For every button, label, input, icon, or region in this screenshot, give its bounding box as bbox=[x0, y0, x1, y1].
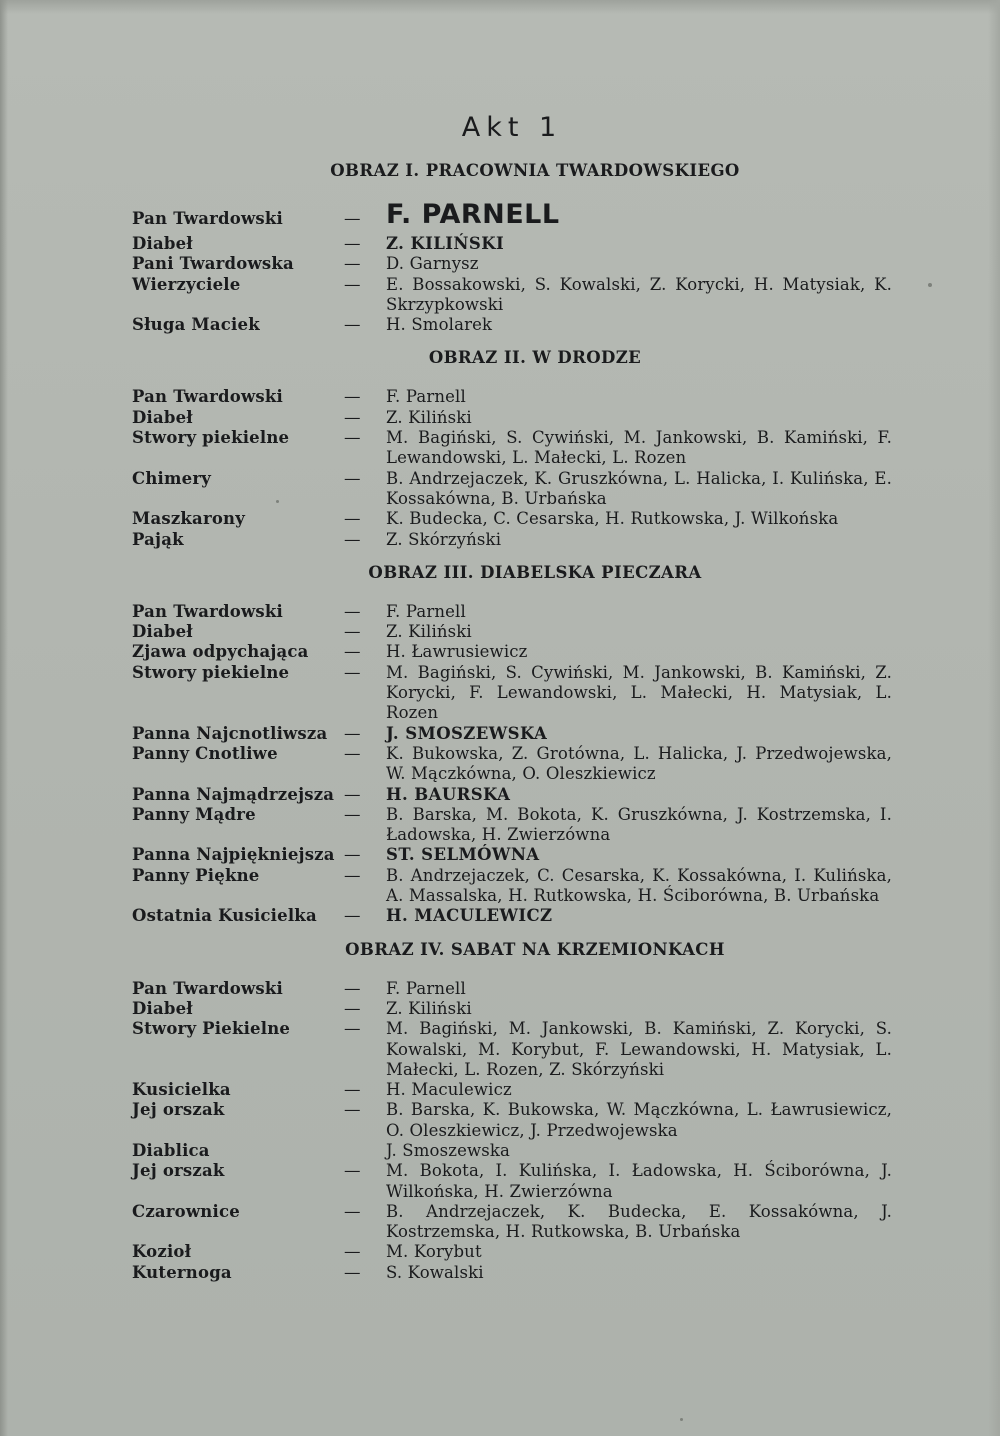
role-dash: — bbox=[344, 1242, 361, 1262]
scene-heading: OBRAZ I. PRACOWNIA TWARDOWSKIEGO bbox=[330, 161, 740, 180]
cast-names: H. Maculewicz bbox=[386, 1080, 512, 1100]
cast-names: H. MACULEWICZ bbox=[386, 906, 553, 926]
role-dash: — bbox=[344, 601, 361, 621]
role-name: Wierzyciele bbox=[132, 274, 241, 294]
cast-names: F. Parnell bbox=[386, 601, 466, 621]
role-dash: — bbox=[344, 978, 361, 998]
role-name: Ostatnia Kusicielka bbox=[132, 906, 317, 926]
role-name: Stwory piekielne bbox=[132, 662, 290, 682]
cast-row bbox=[132, 785, 892, 805]
role-name: Panna Najmądrzejsza bbox=[132, 784, 335, 804]
role-name: Panna Najpiękniejsza bbox=[132, 845, 335, 865]
cast-names: J. SMOSZEWSKA bbox=[386, 723, 548, 743]
role-name: Pan Twardowski bbox=[132, 209, 283, 228]
role-name: Panny Cnotliwe bbox=[132, 743, 278, 763]
role-dash: — bbox=[344, 1019, 361, 1039]
cast-names: M. Bagiński, S. Cywiński, M. Jankowski, B. Kamiński, F. Lewandowski, L. Małecki, L. Rozen bbox=[386, 428, 892, 468]
cast-row bbox=[132, 275, 892, 316]
role-name: Diabeł bbox=[132, 407, 193, 427]
cast-row bbox=[132, 663, 892, 724]
paper-speck bbox=[928, 283, 932, 287]
role-name: Zjawa odpychająca bbox=[132, 642, 309, 662]
cast-row bbox=[132, 234, 892, 254]
cast-row bbox=[132, 866, 892, 907]
role-name: Maszkarony bbox=[132, 509, 246, 529]
section-gap bbox=[132, 335, 892, 347]
paper-edge-right bbox=[988, 0, 1000, 1436]
cast-row bbox=[132, 724, 892, 744]
paper-speck bbox=[680, 1418, 683, 1421]
role-dash: — bbox=[344, 407, 361, 427]
cast-row bbox=[132, 428, 892, 469]
section-gap bbox=[132, 927, 892, 939]
cast-row bbox=[132, 1202, 892, 1243]
cast-row bbox=[132, 1100, 892, 1141]
cast-row bbox=[132, 999, 892, 1019]
cast-row bbox=[132, 408, 892, 428]
cast-names: M. Korybut bbox=[386, 1242, 482, 1262]
scene-heading: OBRAZ III. DIABELSKA PIECZARA bbox=[368, 562, 702, 582]
cast-list bbox=[132, 160, 892, 1283]
cast-names: H. Smolarek bbox=[386, 315, 493, 335]
cast-names: F. Parnell bbox=[386, 387, 466, 407]
role-name: Pan Twardowski bbox=[132, 601, 283, 621]
cast-row bbox=[132, 906, 892, 926]
role-dash: — bbox=[344, 845, 361, 865]
role-name: Czarownice bbox=[132, 1201, 240, 1221]
role-name: Diabeł bbox=[132, 234, 193, 253]
cast-names: ST. SELMÓWNA bbox=[386, 845, 540, 865]
role-dash: — bbox=[344, 274, 361, 294]
act-title: Akt 1 bbox=[461, 112, 563, 143]
role-name: Panny Piękne bbox=[132, 865, 260, 885]
cast-names: F. Parnell bbox=[386, 978, 466, 998]
scene-heading: OBRAZ IV. SABAT NA KRZEMIONKACH bbox=[345, 939, 725, 959]
cast-row bbox=[132, 387, 892, 407]
cast-names: J. Smoszewska bbox=[386, 1140, 511, 1160]
cast-names: D. Garnysz bbox=[386, 254, 479, 274]
role-dash: — bbox=[344, 529, 361, 549]
cast-names: Z. Kiliński bbox=[386, 998, 472, 1018]
role-name: Pan Twardowski bbox=[132, 387, 283, 407]
cast-names: B. Andrzejaczek, C. Cesarska, K. Kossakówna, I. Kulińska, A. Massalska, H. Rutkowska, H. Ściborówna, B. Urbańska bbox=[386, 865, 892, 906]
cast-names: H. BAURSKA bbox=[386, 784, 511, 804]
heading-gap bbox=[132, 369, 892, 387]
cast-names: B. Barska, M. Bokota, K. Gruszkówna, J. Kostrzemska, I. Ładowska, H. Zwierzówna bbox=[386, 804, 892, 845]
role-dash: — bbox=[344, 387, 361, 407]
cast-names: Z. Skórzyński bbox=[386, 529, 502, 549]
role-dash: — bbox=[344, 622, 361, 642]
cast-names: Z. Kiliński bbox=[386, 407, 472, 427]
cast-names: S. Kowalski bbox=[386, 1262, 484, 1282]
role-dash: — bbox=[344, 784, 361, 804]
cast-names: H. Ławrusiewicz bbox=[386, 642, 528, 662]
role-dash: — bbox=[344, 1100, 361, 1120]
role-dash: — bbox=[344, 254, 361, 274]
role-name: Stwory Piekielne bbox=[132, 1019, 291, 1039]
role-dash: — bbox=[344, 1161, 361, 1181]
cast-names: M. Bokota, I. Kulińska, I. Ładowska, H. Ściborówna, J. Wilkońska, H. Zwierzówna bbox=[386, 1161, 892, 1201]
cast-row bbox=[132, 642, 892, 662]
heading-gap bbox=[132, 961, 892, 979]
cast-row bbox=[132, 1161, 892, 1202]
role-dash: — bbox=[344, 865, 361, 885]
cast-names: F. PARNELL bbox=[386, 199, 560, 230]
paper-edge-left bbox=[0, 0, 8, 1436]
role-dash: — bbox=[344, 1080, 361, 1100]
paper-edge-top bbox=[0, 0, 1000, 14]
role-name: Diabeł bbox=[132, 998, 193, 1018]
role-dash: — bbox=[344, 468, 361, 488]
cast-row bbox=[132, 845, 892, 865]
cast-row bbox=[132, 622, 892, 642]
cast-names: Z. KILIŃSKI bbox=[386, 234, 505, 253]
cast-row bbox=[132, 200, 892, 234]
cast-names: B. Andrzejaczek, K. Budecka, E. Kossakówna, J. Kostrzemska, H. Rutkowska, B. Urbańska bbox=[386, 1201, 892, 1242]
role-name: Panny Mądre bbox=[132, 804, 256, 824]
role-name: Sługa Maciek bbox=[132, 315, 260, 335]
scene-heading: OBRAZ II. W DRODZE bbox=[428, 348, 642, 368]
cast-row bbox=[132, 602, 892, 622]
role-dash: — bbox=[344, 428, 361, 448]
role-name: Kozioł bbox=[132, 1242, 192, 1262]
cast-row bbox=[132, 1263, 892, 1283]
role-dash: — bbox=[344, 723, 361, 743]
role-name: Panna Najcnotliwsza bbox=[132, 723, 328, 743]
role-dash: — bbox=[344, 209, 361, 228]
cast-row bbox=[132, 315, 892, 335]
role-name: Pająk bbox=[132, 529, 184, 549]
cast-row bbox=[132, 254, 892, 274]
cast-row bbox=[132, 1141, 892, 1161]
heading-gap bbox=[132, 182, 892, 200]
role-name: Jej orszak bbox=[132, 1100, 225, 1120]
cast-row bbox=[132, 530, 892, 550]
role-name: Chimery bbox=[132, 468, 212, 488]
role-dash: — bbox=[344, 804, 361, 824]
cast-names: K. Budecka, C. Cesarska, H. Rutkowska, J. Wilkońska bbox=[386, 509, 839, 529]
cast-row bbox=[132, 744, 892, 785]
cast-names: K. Bukowska, Z. Grotówna, L. Halicka, J. Przedwojewska, W. Mączkówna, O. Oleszkiewicz bbox=[386, 743, 892, 784]
cast-names: Z. Kiliński bbox=[386, 622, 472, 642]
cast-row bbox=[132, 509, 892, 529]
heading-gap bbox=[132, 584, 892, 602]
role-name: Diabeł bbox=[132, 622, 193, 642]
role-name: Pan Twardowski bbox=[132, 978, 283, 998]
cast-names: M. Bagiński, S. Cywiński, M. Jankowski, B. Kamiński, Z. Korycki, F. Lewandowski, L. Małecki, H. Matysiak, L. Rozen bbox=[386, 662, 892, 723]
role-name: Pani Twardowska bbox=[132, 254, 294, 274]
cast-row bbox=[132, 805, 892, 846]
role-dash: — bbox=[344, 1262, 361, 1282]
role-name: Kusicielka bbox=[132, 1080, 231, 1100]
role-name: Diablica bbox=[132, 1140, 210, 1160]
cast-row bbox=[132, 469, 892, 510]
role-dash: — bbox=[344, 998, 361, 1018]
cast-names: B. Andrzejaczek, K. Gruszkówna, L. Halicka, I. Kulińska, E. Kossakówna, B. Urbańska bbox=[386, 468, 892, 508]
role-name: Jej orszak bbox=[132, 1161, 225, 1181]
role-name: Kuternoga bbox=[132, 1262, 232, 1282]
role-name: Stwory piekielne bbox=[132, 428, 290, 448]
cast-names: E. Bossakowski, S. Kowalski, Z. Korycki, H. Matysiak, K. Skrzypkowski bbox=[386, 274, 892, 314]
cast-names: M. Bagiński, M. Jankowski, B. Kamiński, Z. Korycki, S. Kowalski, M. Korybut, F. Lewandowski, H. Matysiak, L. Małecki, L. Rozen, Z. Skórzyński bbox=[386, 1019, 892, 1079]
role-dash: — bbox=[344, 1201, 361, 1221]
section-gap bbox=[132, 550, 892, 562]
role-dash: — bbox=[344, 642, 361, 662]
cast-row bbox=[132, 1080, 892, 1100]
role-dash: — bbox=[344, 662, 361, 682]
cast-row bbox=[132, 1019, 892, 1080]
role-dash: — bbox=[344, 509, 361, 529]
role-dash: — bbox=[344, 234, 361, 253]
cast-names: B. Barska, K. Bukowska, W. Mączkówna, L. Ławrusiewicz, O. Oleszkiewicz, J. Przedwojewska bbox=[386, 1100, 892, 1140]
role-dash: — bbox=[344, 315, 361, 335]
role-dash: — bbox=[344, 906, 361, 926]
cast-row bbox=[132, 979, 892, 999]
role-dash: — bbox=[344, 743, 361, 763]
cast-row bbox=[132, 1242, 892, 1262]
